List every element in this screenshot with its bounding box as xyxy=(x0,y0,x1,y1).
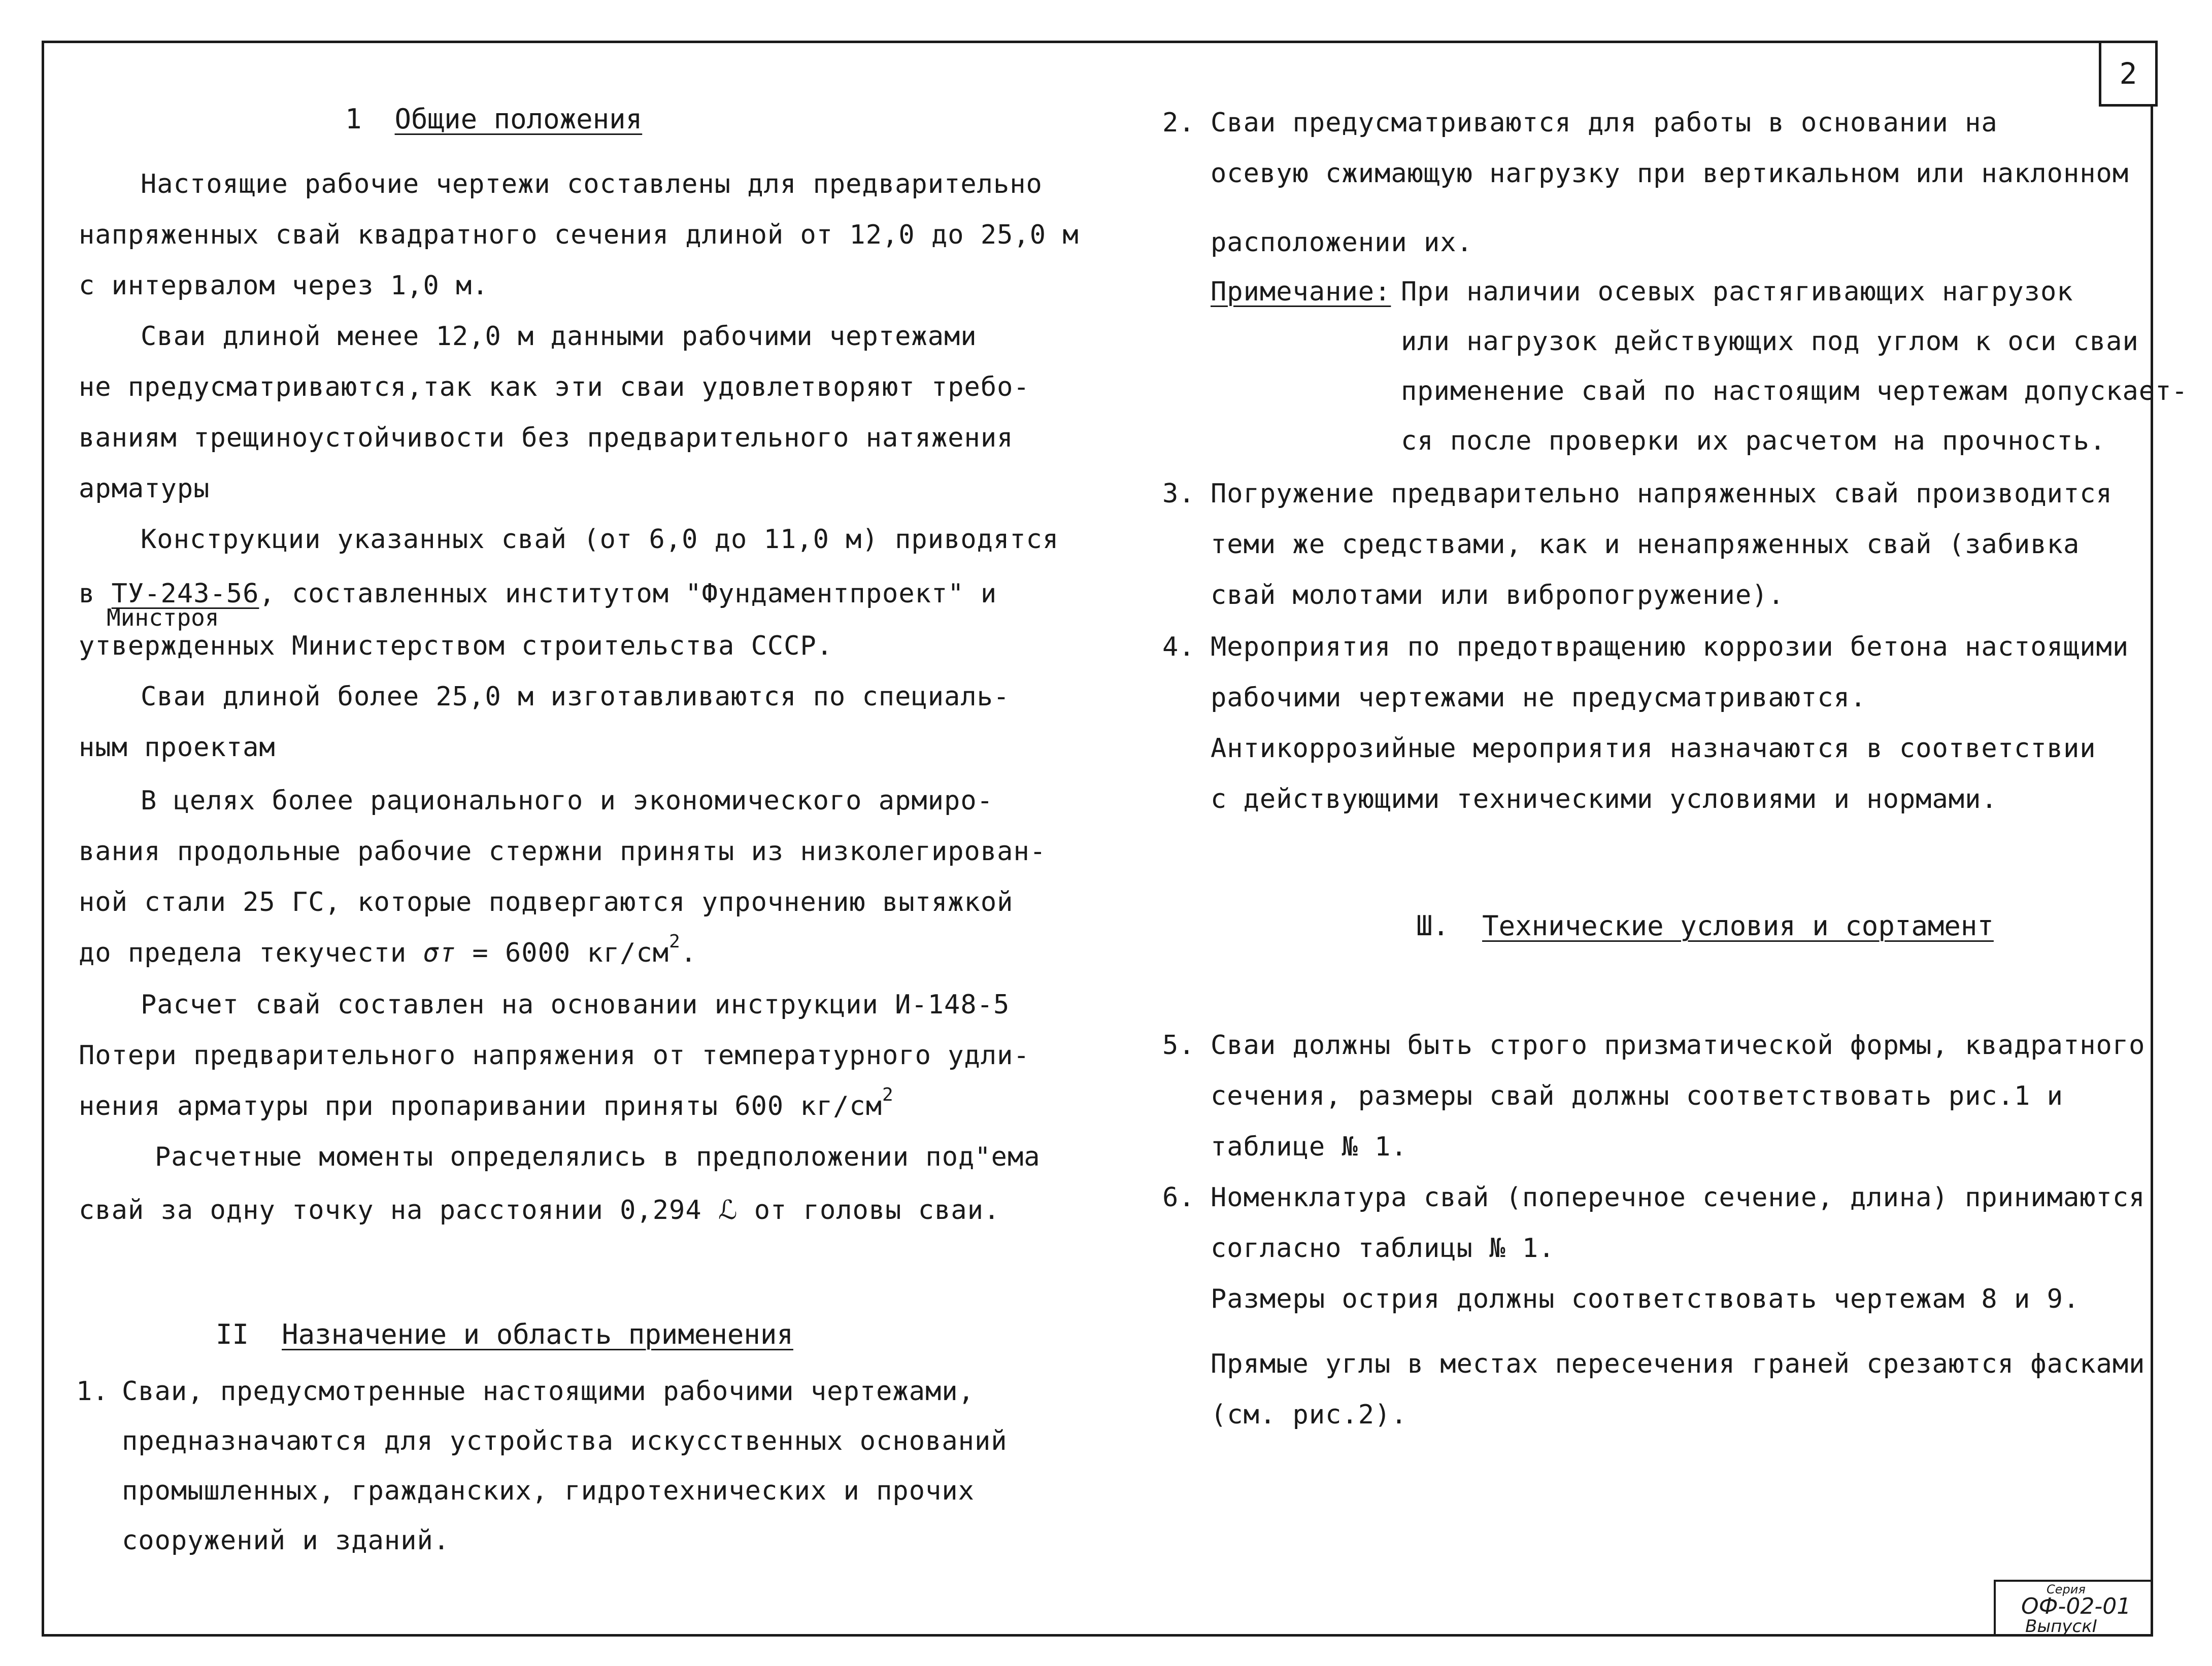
text-line: ной стали 25 ГС, которые подвергаются упрочнению вытяжкой xyxy=(79,887,1014,917)
text-line: Антикоррозийные мероприятия назначаются в соответствии xyxy=(1211,733,2096,764)
text-line: Сваи должны быть строго призматической формы, квадратного xyxy=(1211,1030,2146,1061)
sigma-symbol: σт xyxy=(423,938,456,968)
text-line: осевую сжимающую нагрузку при вертикальном или наклонном xyxy=(1211,158,2129,189)
text-line: При наличии осевых растягивающих нагрузок xyxy=(1401,277,2073,307)
superscript: 2 xyxy=(669,931,681,952)
text-line: Сваи, предусмотренные настоящими рабочими чертежами, xyxy=(122,1376,975,1407)
series-stamp xyxy=(1994,1580,2153,1637)
note-label-text: Примечание: xyxy=(1211,277,1391,307)
section-3-title: Технические условия и сортамент xyxy=(1482,910,1994,942)
text-fragment: до предела текучести xyxy=(79,938,423,968)
page-number xyxy=(2099,41,2158,107)
text-line xyxy=(79,931,697,968)
text-line: свай за одну точку на расстоянии 0,294 ℒ от головы сваи. xyxy=(79,1195,1000,1226)
section-1-number: 1 xyxy=(345,103,362,135)
page-number-text: 2 xyxy=(2119,56,2137,91)
text-line: ваниям трещиноустойчивости без предварительного натяжения xyxy=(79,423,1014,453)
text-fragment: , составленных институтом "Фундаментпроект" и xyxy=(259,579,997,609)
text-line: таблице № 1. xyxy=(1211,1132,1407,1162)
text-line: с интервалом через 1,0 м. xyxy=(79,270,489,301)
text-line: арматуры xyxy=(79,473,210,504)
section-2-heading xyxy=(216,1319,793,1350)
text-line: Потери предварительного напряжения от температурного удли- xyxy=(79,1040,1030,1071)
text-line: напряженных свай квадратного сечения длиной от 12,0 до 25,0 м xyxy=(79,220,1079,250)
stamp-label: Серия xyxy=(2047,1582,2086,1596)
list-number: 5. xyxy=(1162,1030,1195,1061)
text-line: Мероприятия по предотвращению коррозии бетона настоящими xyxy=(1211,632,2129,662)
section-3-heading xyxy=(1416,911,1994,941)
stamp-code: ОФ-02-01 xyxy=(2021,1593,2131,1619)
list-number: 3. xyxy=(1162,479,1195,509)
text-line: ным проектам xyxy=(79,732,276,763)
text-line: согласно таблицы № 1. xyxy=(1211,1233,1555,1264)
text-line: свай молотами или вибропогружение). xyxy=(1211,580,1785,610)
text-line: утвержденных Министерством строительства СССР. xyxy=(79,631,833,661)
text-line: Расчетные моменты определялись в предположении под"ема xyxy=(155,1142,1041,1172)
text-fragment: в xyxy=(79,579,112,609)
section-3-number: Ш. xyxy=(1416,910,1450,942)
standard-reference: ТУ-243-56 xyxy=(111,579,259,609)
text-fragment: . xyxy=(680,938,697,968)
list-number: 6. xyxy=(1162,1182,1195,1213)
text-line: промышленных, гражданских, гидротехнических и прочих xyxy=(122,1476,975,1506)
list-number: 2. xyxy=(1162,108,1195,138)
text-line: или нагрузок действующих под углом к оси сваи xyxy=(1401,326,2139,357)
text-line: с действующими техническими условиями и нормами. xyxy=(1211,784,1998,814)
section-2-title: Назначение и область применения xyxy=(282,1318,793,1350)
section-1-title: Общие положения xyxy=(394,103,643,135)
stamp-issue: ВыпускI xyxy=(2025,1616,2097,1637)
text-line: рабочими чертежами не предусматриваются. xyxy=(1211,683,1867,713)
text-fragment: = 6000 кг/см xyxy=(456,938,669,968)
text-line xyxy=(79,1084,894,1121)
handwritten-correction: Минстроя xyxy=(107,604,219,631)
section-2-number: II xyxy=(216,1318,249,1350)
text-line: вания продольные рабочие стержни приняты из низколегирован- xyxy=(79,836,1047,867)
text-line: сечения, размеры свай должны соответствовать рис.1 и xyxy=(1211,1081,2063,1111)
text-line: В целях более рационального и экономического армиро- xyxy=(141,786,993,816)
text-line: Сваи длиной более 25,0 м изготавливаются по специаль- xyxy=(141,682,1010,712)
text-line: ся после проверки их расчетом на прочность. xyxy=(1401,426,2106,456)
text-line: Настоящие рабочие чертежи составлены для предварительно xyxy=(141,169,1043,199)
text-line: не предусматриваются,так как эти сваи удовлетворяют требо- xyxy=(79,372,1030,402)
text-line: Номенклатура свай (поперечное сечение, длина) принимаются xyxy=(1211,1182,2146,1213)
list-number: 1. xyxy=(76,1376,109,1407)
text-line: Сваи длиной менее 12,0 м данными рабочими чертежами xyxy=(141,321,977,352)
text-line: теми же средствами, как и ненапряженных свай (забивка xyxy=(1211,529,2080,560)
text-line: сооружений и зданий. xyxy=(122,1525,450,1556)
text-line: Расчет свай составлен на основании инструкции И-148-5 xyxy=(141,990,1010,1020)
superscript: 2 xyxy=(882,1084,894,1105)
text-line: Конструкции указанных свай (от 6,0 до 11,0 м) приводятся xyxy=(141,524,1059,555)
text-line: (см. рис.2). xyxy=(1211,1400,1407,1430)
text-line: Прямые углы в местах пересечения граней срезаются фасками xyxy=(1211,1349,2146,1379)
text-line: Погружение предварительно напряженных свай производится xyxy=(1211,479,2113,509)
text-line: расположении их. xyxy=(1211,227,1473,258)
text-line: Сваи предусматриваются для работы в основании на xyxy=(1211,108,1998,138)
text-line: Размеры острия должны соответствовать чертежам 8 и 9. xyxy=(1211,1284,2080,1314)
list-number: 4. xyxy=(1162,632,1195,662)
section-1-heading xyxy=(345,104,642,134)
note-label xyxy=(1211,277,1391,307)
text-fragment: нения арматуры при пропаривании приняты 600 кг/см xyxy=(79,1091,883,1121)
text-line: применение свай по настоящим чертежам допускает- xyxy=(1401,376,2188,406)
text-line: предназначаются для устройства искусственных оснований xyxy=(122,1426,1008,1456)
